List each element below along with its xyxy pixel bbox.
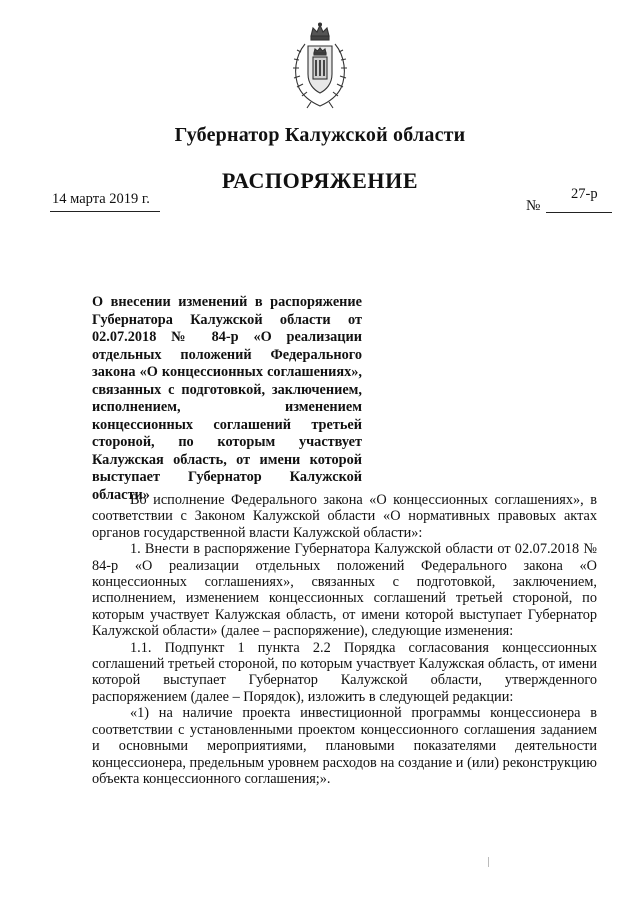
document-subject: О внесении изменений в распоряжение Губернатора Калужской области от 02.07.2018 № 84-р «О реализации отдельных положений Федерального закона «О концессионных соглашениях», связанных с подготовкой, заключением, исполнением, изменением концессионных соглашений третьей стороной, по которым участвует Калужская область, от имени которой выступает Губернатор Калужской области» xyxy=(92,294,362,503)
document-type: РАСПОРЯЖЕНИЕ xyxy=(221,168,419,193)
item-1-1-paragraph: 1.1. Подпункт 1 пункта 2.2 Порядка согласования концессионных соглашений третьей стороной, по которым участвует Калужская область, от имени которой выступает Губернатор Калужской области, утвержденного распоряжением (далее – Порядок), изложить в следующей редакции: xyxy=(92,639,597,705)
number-underline xyxy=(546,212,612,213)
preamble-paragraph: Во исполнение Федерального закона «О концессионных соглашениях», в соответствии с Законом Калужской области «О нормативных правовых актах органов государственной власти Калужской области»: xyxy=(92,492,597,541)
kaluga-coat-of-arms-icon xyxy=(289,22,351,110)
quoted-subclause-paragraph: «1) на наличие проекта инвестиционной программы концессионера в соответствии с установленными проектом концессионного соглашения заданием и основными мероприятиями, плановыми показателями деятельности концессионера, предельным уровнем расходов на создание и (или) реконструкцию объекта концессионного соглашения;». xyxy=(92,705,597,787)
scan-mark xyxy=(488,857,489,867)
issuing-authority: Губернатор Калужской области xyxy=(174,124,466,146)
date-underline xyxy=(50,211,160,212)
document-body xyxy=(92,492,597,787)
item-1-paragraph: 1. Внести в распоряжение Губернатора Калужской области от 02.07.2018 № 84-р «О реализации отдельных положений Федерального закона «О концессионных соглашениях», связанных с подготовкой, заключением, исполнением, изменением концессионных соглашений третьей стороной, по которым участвует Калужская область, от имени которой выступает Губернатор Калужской области» (далее – распоряжение), следующие изменения: xyxy=(92,541,597,640)
document-number-label: № xyxy=(526,198,541,214)
document-number: 27-р xyxy=(571,186,598,202)
document-date: 14 марта 2019 г. xyxy=(52,191,150,207)
